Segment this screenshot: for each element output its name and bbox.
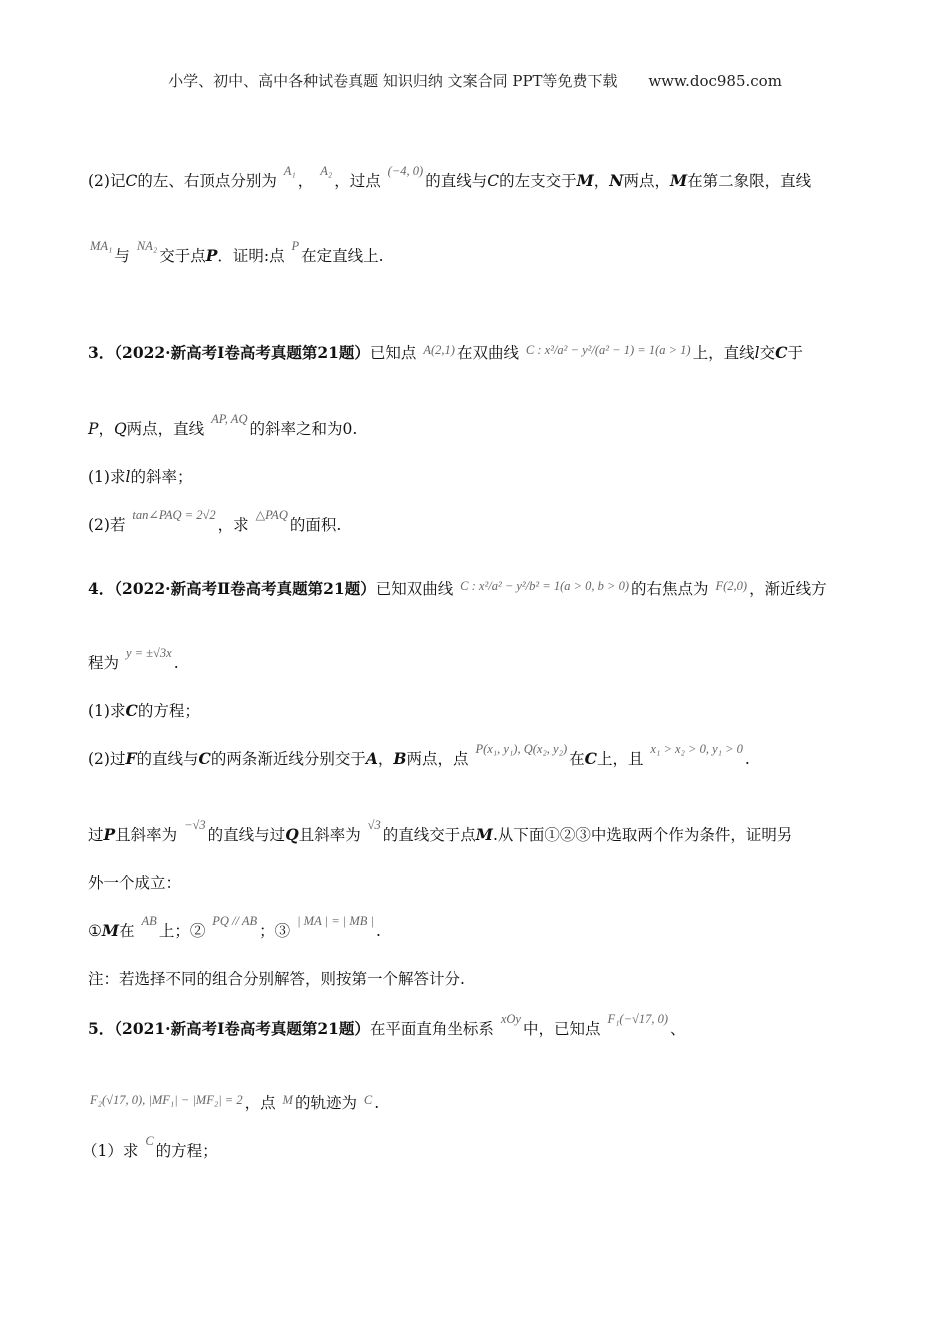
q4-source: （2022·新高考Ⅱ卷高考真题第21题） bbox=[114, 579, 376, 598]
math-c: C bbox=[363, 1093, 373, 1107]
math-ab: AB bbox=[141, 914, 157, 928]
q4-options: ①M在 $^{AB}$上；② $^{PQ // AB}$；③ $^{| MA | = | MB |}$. bbox=[88, 914, 381, 940]
p2-part2-line2: $^{MA_1}$与 $^{NA_2}$交于点P．证明:点 $^P$在定直线上. bbox=[90, 239, 384, 265]
q5-part1: （1）求 $^C$的方程； bbox=[82, 1134, 218, 1160]
q4-part2-line2: 过P且斜率为 $^{-√3}$的直线与过Q且斜率为 $^{√3}$的直线交于点M.从下面①②③中选取两个作为条件，证明另 bbox=[88, 818, 793, 844]
math-a1: A₁ bbox=[283, 164, 296, 178]
math-pos-slope: √3 bbox=[367, 818, 381, 832]
math-f2-condition: F₂(√17, 0), |MF₁| − |MF₂| = 2 bbox=[90, 1093, 243, 1107]
math-asymptote: y = ±√3x bbox=[125, 646, 172, 660]
math-focus-f: F(2,0) bbox=[715, 579, 748, 593]
header-url[interactable]: www.doc985.com bbox=[648, 72, 782, 90]
math-point-a: A(2,1) bbox=[423, 343, 455, 357]
math-ma1: MA₁ bbox=[90, 239, 113, 253]
q5-line1: 5．（2021·新高考Ⅰ卷高考真题第21题）在平面直角坐标系 $^{xOy}$中，已知点 $^{F_1(-√17, 0)}$、 bbox=[88, 1012, 686, 1038]
q4-part2-line1: (2)过F的直线与C的两条渐近线分别交于A，B两点，点 $^{P(x_1, y_1), Q(x_2, y_2)}$在C上，且 $^{x_1 > x_2 > 0, y_1 > 0}$. bbox=[88, 742, 750, 768]
math-triangle: △PAQ bbox=[255, 508, 288, 522]
q4-part2-line3: 外一个成立： bbox=[88, 874, 182, 892]
p2-part2-line1: (2)记C的左、右顶点分别为 $^{A_1}$， $^{A_2}$，过点 $^{(-4, 0)}$的直线与C的左支交于M，N两点，M在第二象限，直线 bbox=[88, 164, 812, 190]
q3-part1: (1)求l的斜率； bbox=[88, 468, 193, 486]
math-equal-dist: | MA | = | MB | bbox=[297, 914, 374, 928]
math-xoy: xOy bbox=[500, 1012, 521, 1026]
q4-note: 注：若选择不同的组合分别解答，则按第一个解答计分. bbox=[88, 970, 465, 988]
q3-part2: (2)若 $^{tan\angle PAQ = 2√2}$，求 $^{\triangle PAQ}$的面积. bbox=[88, 508, 342, 534]
math-tan: tan∠PAQ = 2√2 bbox=[132, 508, 216, 522]
math-na2: NA₂ bbox=[136, 239, 158, 253]
math-point: (−4, 0) bbox=[387, 164, 424, 178]
q5-line2: $^{F_2(√17, 0), |MF_1| - |MF_2| = 2}$ ，点 $^M$ 的轨迹为 $^C$ . bbox=[90, 1093, 380, 1112]
q3-line2: P，Q两点，直线 $^{AP, AQ}$的斜率之和为0. bbox=[88, 412, 358, 438]
math-neg-slope: −√3 bbox=[184, 818, 206, 832]
math-a2: A₂ bbox=[320, 164, 333, 178]
q5-source: （2021·新高考Ⅰ卷高考真题第21题） bbox=[114, 1019, 370, 1038]
q4-part1: (1)求C的方程； bbox=[88, 701, 200, 720]
q4-line2: 程为 $^{y = \pm√3x}$. bbox=[88, 646, 179, 672]
math-f1: F₁(−√17, 0) bbox=[607, 1012, 669, 1026]
math-parallel: PQ // AB bbox=[212, 914, 258, 928]
q3-source: （2022·新高考Ⅰ卷高考真题第21题） bbox=[114, 343, 370, 362]
header-text: 小学、初中、高中各种试卷真题 知识归纳 文案合同 PPT等免费下载 bbox=[168, 72, 618, 90]
q4-line1: 4．（2022·新高考Ⅱ卷高考真题第21题）已知双曲线 $^{C : x^2/a^2 - y^2/b^2 = 1(a > 0, b > 0)}$ 的右焦点为 $^{F(2,0)}$ ，渐近线方 bbox=[88, 579, 827, 598]
math-hyperbola-c: C : x²/a² − y²/b² = 1(a > 0, b > 0) bbox=[460, 579, 630, 593]
math-p: P bbox=[291, 239, 300, 253]
math-ap-aq: AP, AQ bbox=[211, 412, 248, 426]
q3-line1: 3．（2022·新高考Ⅰ卷高考真题第21题）已知点 $^{A(2,1)}$ 在双曲线 $^{C : x^2/a^2 - y^2/(a^2 - 1) = 1(a > 1)}$ 上，直线l交C于 bbox=[88, 343, 803, 362]
math-condition: x₁ > x₂ > 0, y₁ > 0 bbox=[650, 742, 743, 756]
math-m: M bbox=[282, 1093, 293, 1107]
math-hyperbola-c: C : x²/a² − y²/(a² − 1) = 1(a > 1) bbox=[525, 343, 691, 357]
math-points-pq: P(x₁, y₁), Q(x₂, y₂) bbox=[475, 742, 568, 756]
page-header bbox=[0, 70, 950, 91]
math-c2: C bbox=[145, 1134, 154, 1148]
